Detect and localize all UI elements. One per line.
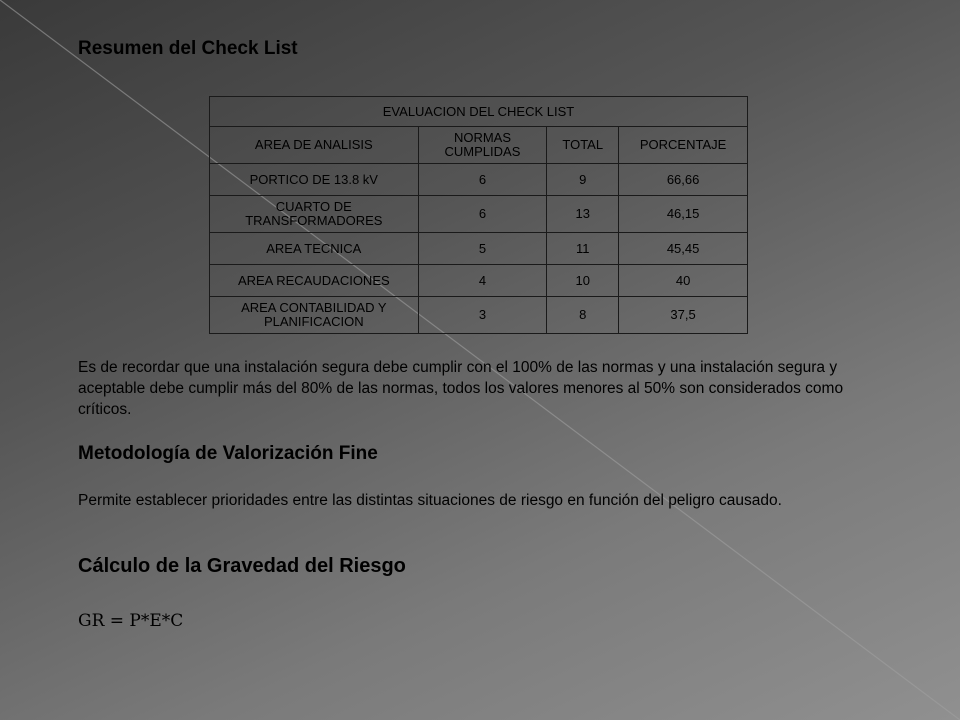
cell-normas: 4 (418, 265, 547, 297)
cell-porcentaje: 37,5 (619, 297, 748, 334)
cell-area: PORTICO DE 13.8 kV (210, 164, 419, 196)
section-title-methodology: Metodología de Valorización Fine (78, 443, 378, 464)
table-row (210, 297, 748, 334)
checklist-table (209, 96, 748, 334)
cell-area: AREA TECNICA (210, 233, 419, 265)
cell-normas: 5 (418, 233, 547, 265)
header-normas: NORMAS CUMPLIDAS (418, 127, 547, 164)
header-total: TOTAL (547, 127, 619, 164)
reminder-paragraph: Es de recordar que una instalación segura debe cumplir con el 100% de las normas y una instalación segura y aceptable debe cumplir más del 80% de las normas, todos los valores menores al 50% son considerados como críticos. (78, 359, 844, 418)
table-row (210, 265, 748, 297)
cell-area: AREA CONTABILIDAD Y PLANIFICACION (210, 297, 419, 334)
risk-formula: GR = P*E*C (78, 611, 184, 631)
table-row (210, 196, 748, 233)
cell-porcentaje: 46,15 (619, 196, 748, 233)
table-header-row (210, 127, 748, 164)
cell-total: 8 (547, 297, 619, 334)
table-title-row (210, 97, 748, 127)
cell-normas: 3 (418, 297, 547, 334)
table-row (210, 233, 748, 265)
cell-total: 10 (547, 265, 619, 297)
header-porcentaje: PORCENTAJE (619, 127, 748, 164)
cell-area: AREA RECAUDACIONES (210, 265, 419, 297)
table-row (210, 164, 748, 196)
cell-normas: 6 (418, 196, 547, 233)
cell-porcentaje: 45,45 (619, 233, 748, 265)
section-title-summary: Resumen del Check List (78, 38, 298, 59)
fine-description-paragraph: Permite establecer prioridades entre las distintas situaciones de riesgo en función del peligro causado. (78, 492, 782, 509)
cell-porcentaje: 66,66 (619, 164, 748, 196)
cell-area: CUARTO DE TRANSFORMADORES (210, 196, 419, 233)
cell-total: 11 (547, 233, 619, 265)
section-title-gravity: Cálculo de la Gravedad del Riesgo (78, 555, 406, 577)
cell-porcentaje: 40 (619, 265, 748, 297)
cell-normas: 6 (418, 164, 547, 196)
table-title: EVALUACION DEL CHECK LIST (210, 97, 748, 127)
cell-total: 9 (547, 164, 619, 196)
header-area: AREA DE ANALISIS (210, 127, 419, 164)
cell-total: 13 (547, 196, 619, 233)
